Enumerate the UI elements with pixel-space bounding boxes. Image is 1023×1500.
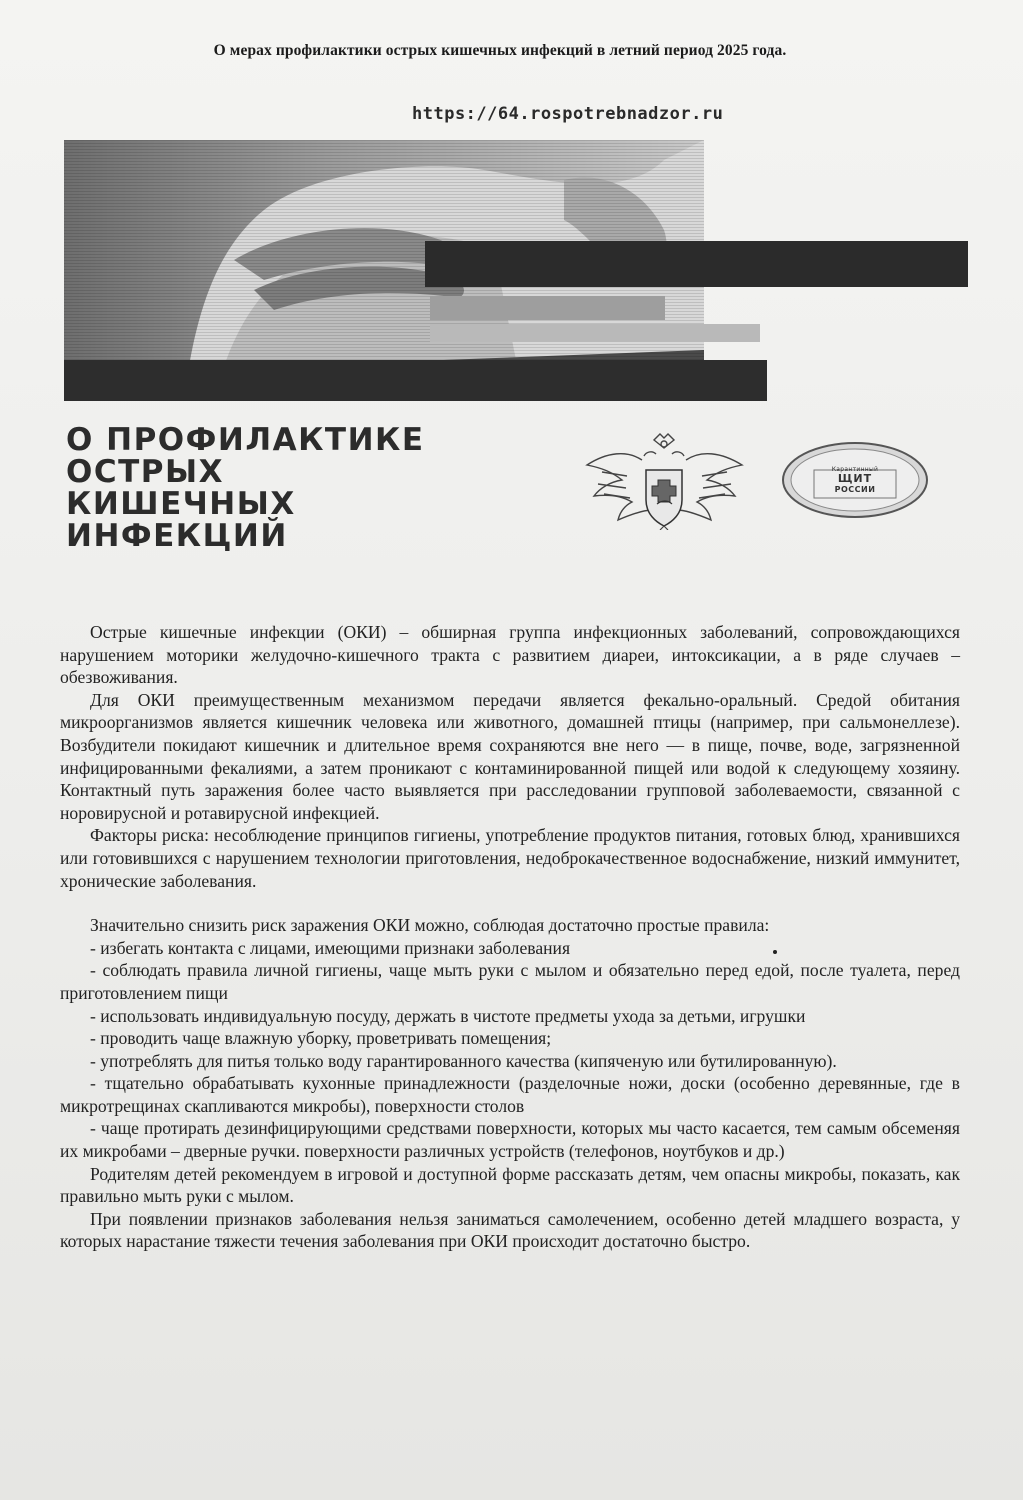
shield-logo-top-text: Карантинный: [831, 466, 879, 473]
paragraph: Родителям детей рекомендуем в игровой и доступной форме рассказать детям, чем опасны микробы, показать, как правильно мыть руки с мылом.: [60, 1163, 960, 1207]
rule-item: - употреблять для питья только воду гарантированного качества (кипяченую или бутилированную).: [90, 1050, 837, 1071]
paragraph: Факторы риска: несоблюдение принципов гигиены, употребление продуктов питания, готовых блюд, хранившихся или готовившихся с нарушением технологии приготовления, недоброкачественное водоснабжение, низкий иммунитет, хронические заболевания.: [60, 825, 960, 891]
rule-item: - проводить чаще влажную уборку, проветривать помещения;: [90, 1028, 552, 1049]
paragraph: Острые кишечные инфекции (ОКИ) – обширная группа инфекционных заболеваний, сопровождающихся нарушением моторики желудочно-кишечного тракта с развитием диареи, интоксикации, а в ряде случаев – обезвоживания.: [60, 622, 960, 688]
rospotrebnadzor-emblem-icon: [582, 430, 747, 530]
quarantine-shield-logo: [780, 440, 930, 520]
dark-banner-bar: [64, 360, 767, 401]
poster-title-line: КИШЕЧНЫХ: [66, 486, 296, 522]
source-url: https://64.rospotrebnadzor.ru: [412, 104, 724, 124]
poster-title-line: О ПРОФИЛАКТИКЕ: [66, 422, 425, 458]
grey-banner-strip: [430, 296, 665, 320]
document-header-title: О мерах профилактики острых кишечных инфекций в летний период 2025 года.: [213, 42, 787, 59]
paragraph: При появлении признаков заболевания нельзя заниматься самолечением, особенно детей младшего возраста, у которых нарастание тяжести течения заболевания при ОКИ происходит достаточно быстро.: [60, 1208, 960, 1252]
document-body: [60, 621, 960, 1253]
paragraph: Для ОКИ преимущественным механизмом передачи является фекально-оральный. Средой обитания микроорганизмов является кишечник человека или животного, домашней птицы (например, при сальмонеллезе). Возбудители покидают кишечник и длительное время сохраняются вне него — в пище, почве, воде, загрязненной инфицированными фекалиями, а затем проникают с контаминированной пищей или водой к следующему хозяину. Контактный путь заражения более часто выявляется при расследовании групповой заболеваемости, связанной с норовирусной и ротавирусной инфекцией.: [60, 689, 960, 823]
shield-logo-bottom-text: РОССИИ: [834, 485, 876, 494]
rule-item: - соблюдать правила личной гигиены, чаще мыть руки с мылом и обязательно перед едой, после туалета, перед приготовлением пищи: [60, 960, 960, 1003]
ink-dot: [773, 950, 777, 954]
grey-banner-strip: [430, 324, 760, 342]
dark-banner-bar: [425, 241, 968, 287]
shield-logo-main-text: ЩИТ: [837, 472, 873, 485]
rule-item: - тщательно обрабатывать кухонные принадлежности (разделочные ножи, доски (особенно деревянные, где в микротрещинах скапливаются микробы), поверхности столов: [60, 1073, 960, 1116]
poster-title: [66, 424, 586, 552]
rule-item: - избегать контакта с лицами, имеющими признаки заболевания: [90, 937, 571, 958]
rule-item: - использовать индивидуальную посуду, держать в чистоте предметы ухода за детьми, игрушки: [90, 1005, 806, 1026]
rule-item: - чаще протирать дезинфицирующими средствами поверхности, которых мы часто касается, тем самым обсеменяя их микробами – дверные ручки. поверхности различных устройств (телефонов, ноутбуков и др.): [60, 1118, 960, 1162]
poster-title-line: ОСТРЫХ: [66, 454, 224, 490]
poster-title-line: ИНФЕКЦИЙ: [66, 518, 288, 554]
rules-intro: Значительно снизить риск заражения ОКИ можно, соблюдая достаточно простые правила:: [90, 915, 770, 936]
